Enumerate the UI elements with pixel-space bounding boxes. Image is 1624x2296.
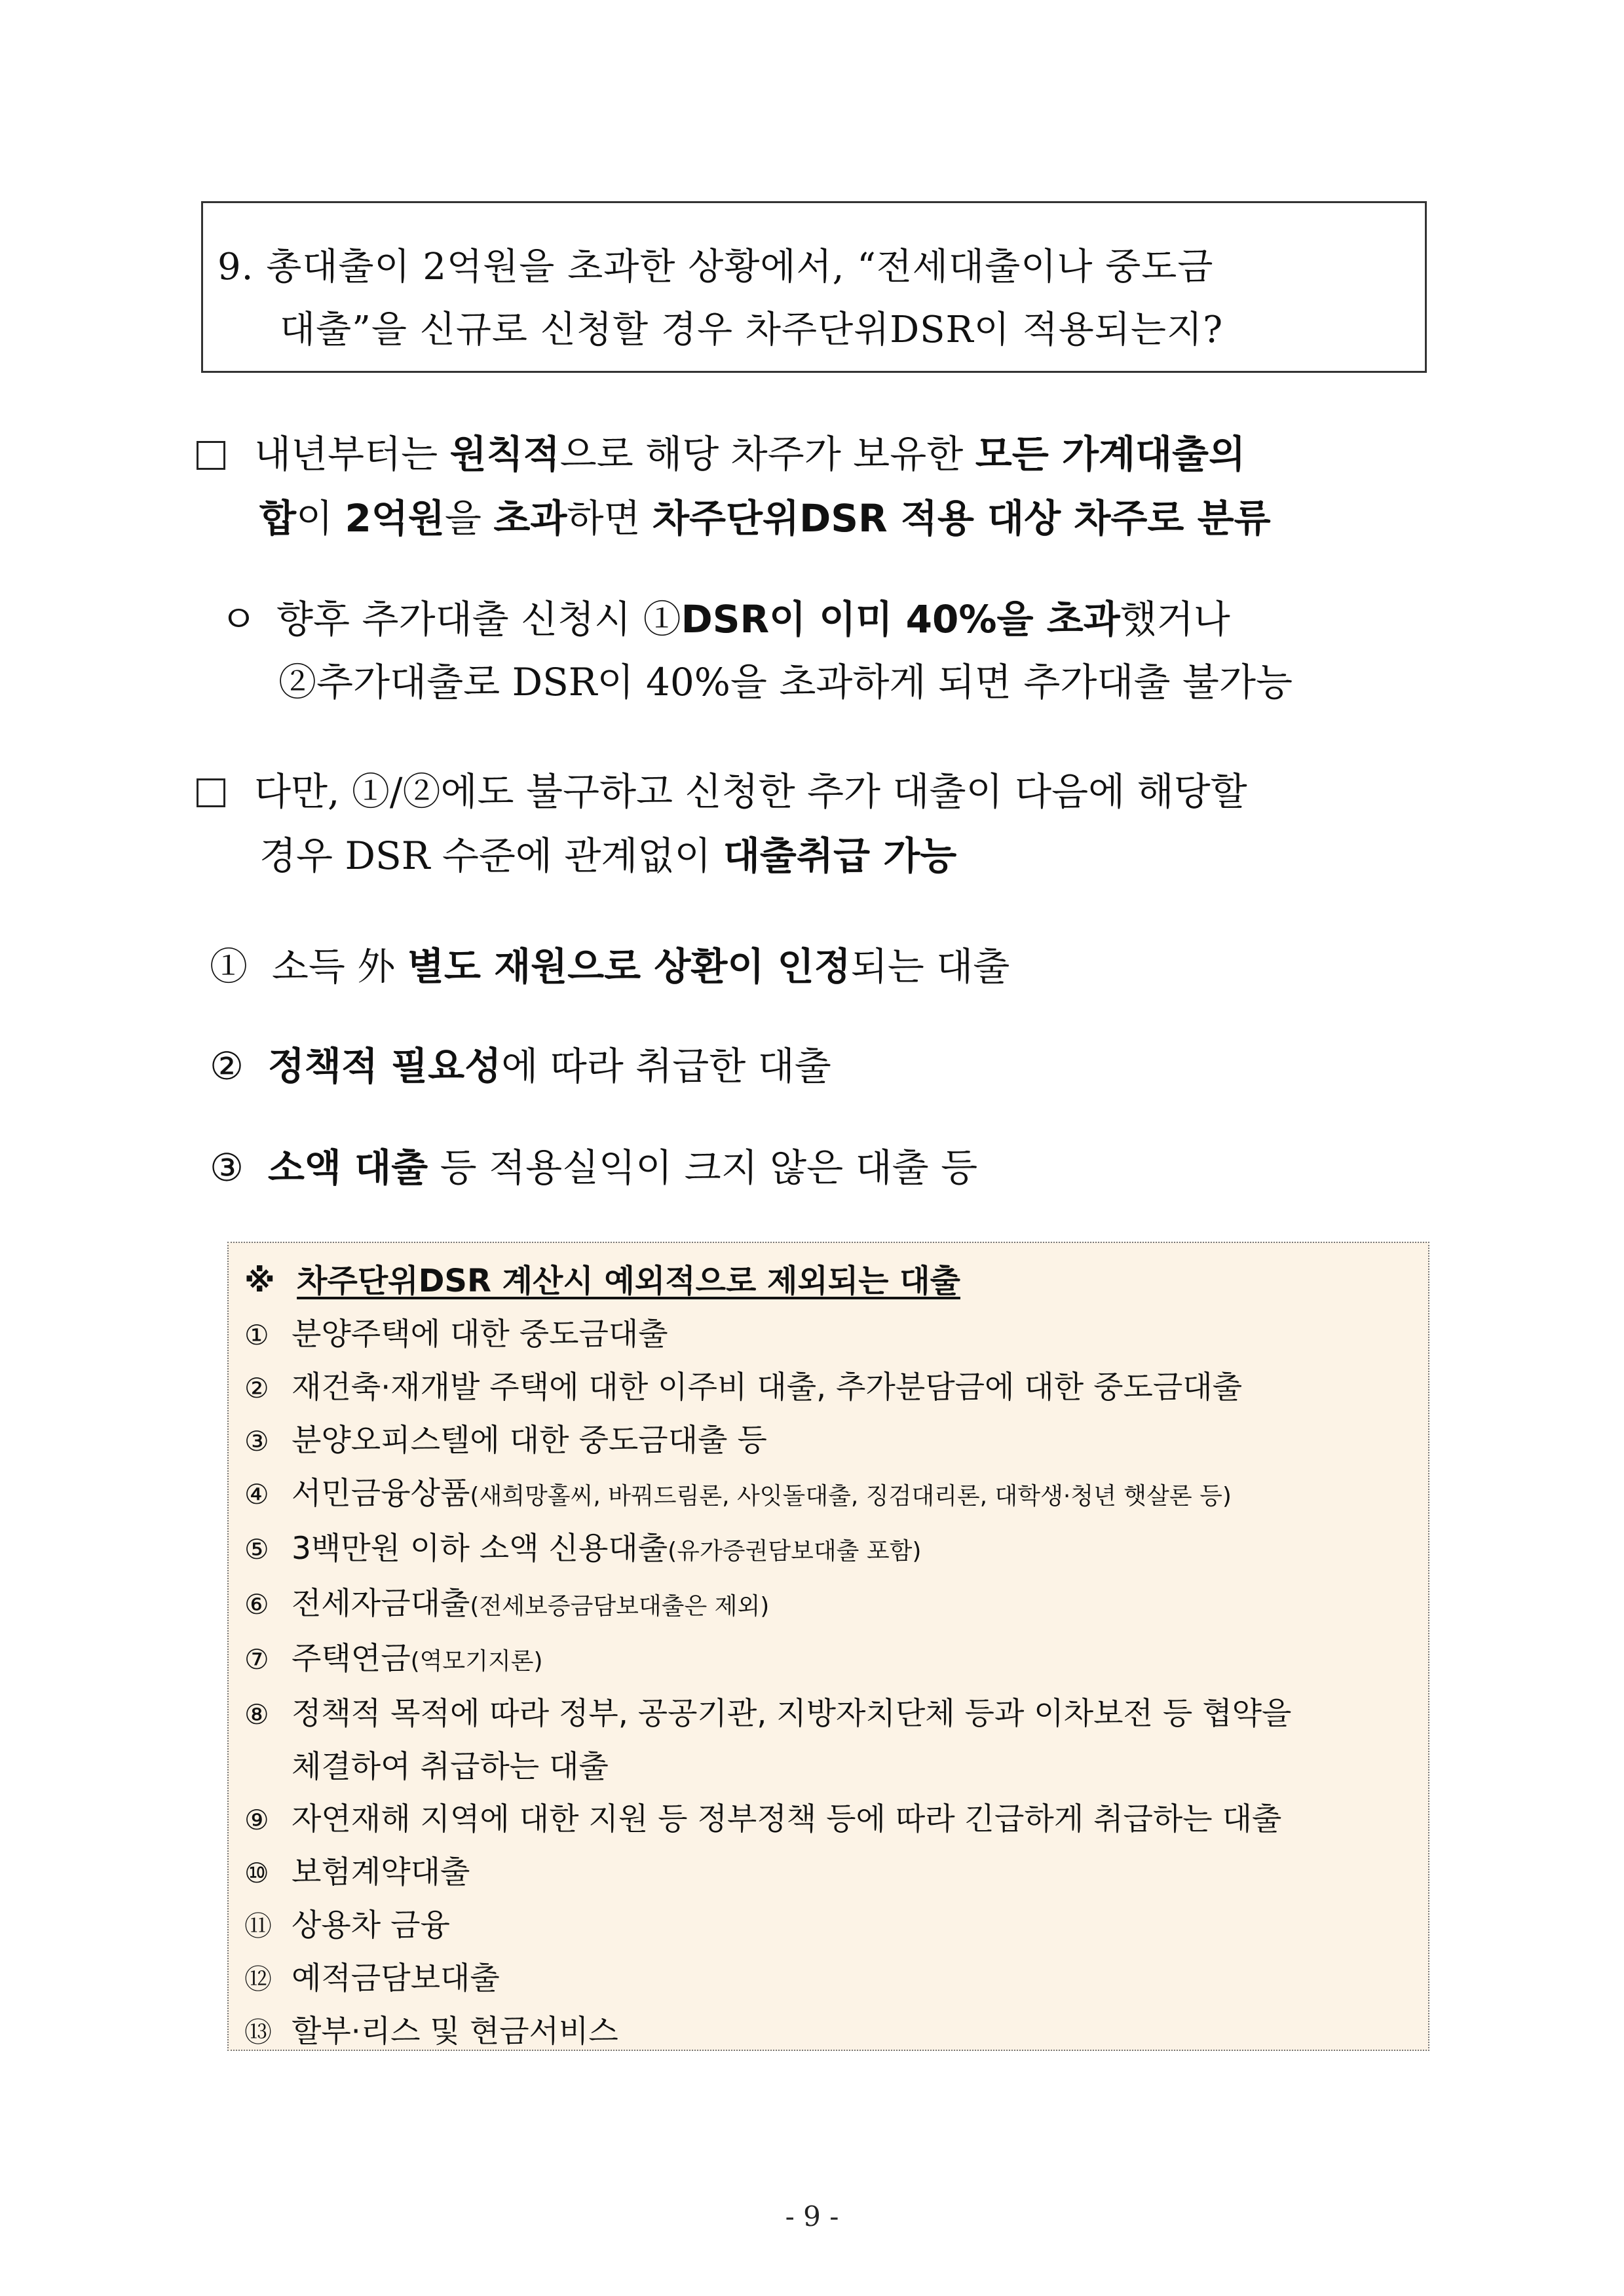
note-item: [244, 1578, 1412, 1633]
exception-item-3: [210, 1137, 977, 1192]
text: 자연재해 지역에 대한 지원 등 정부정책 등에 따라 긴급하게 취급하는 대출: [292, 1801, 1282, 1837]
item-number: ②: [210, 1044, 244, 1088]
note-item-continuation: 체결하여 취급하는 대출: [292, 1749, 609, 1785]
note-item: [244, 1688, 1412, 1741]
bullet-line-2: ②추가대출로 DSR이 40%을 초과하게 되면 추가대출 불가능: [278, 660, 1293, 704]
text: 되는 대출: [850, 944, 1010, 989]
text: 향후 추가대출 신청시 ①: [276, 597, 681, 641]
note-item: [244, 1793, 1412, 1846]
item-number: ④: [244, 1478, 269, 1510]
note-item: [244, 1523, 1412, 1578]
parenthetical: (전세보증금담보대출은 제외): [470, 1593, 770, 1620]
item-number: ⑦: [244, 1643, 269, 1675]
note-list: [244, 1309, 1412, 2059]
question-box: [201, 201, 1427, 373]
note-item: [244, 1953, 1412, 2006]
section-principle: [197, 432, 1428, 540]
text: 주택연금: [292, 1641, 411, 1677]
text: 3백만원 이하 소액 신용대출: [292, 1531, 668, 1567]
section-principle-line-2: [197, 497, 1428, 540]
text: 보험계약대출: [292, 1854, 470, 1890]
bold-text: DSR이 이미 40%을 초과: [681, 597, 1120, 641]
note-item: [244, 1900, 1412, 1953]
text: 예적금담보대출: [292, 1961, 500, 1997]
bold-text: 별도 재원으로 상환이 인정: [407, 944, 851, 989]
text: 분양주택에 대한 중도금대출: [292, 1316, 668, 1352]
item-number: ②: [244, 1372, 269, 1404]
exclusion-note-box: [227, 1242, 1429, 2051]
bold-text: 2억원: [345, 496, 445, 541]
bold-text: 대출취급 가능: [723, 833, 957, 878]
parenthetical: (유가증권담보대출 포함): [668, 1538, 922, 1565]
text: 재건축·재개발 주택에 대한 이주비 대출, 추가분담금에 대한 중도금대출: [292, 1369, 1243, 1406]
bold-text: 소액 대출: [267, 1145, 428, 1190]
item-number: ⑩: [244, 1857, 269, 1889]
text: 하면: [567, 496, 652, 541]
bold-text: 원칙적: [449, 432, 560, 476]
note-item: [244, 1309, 1412, 1362]
text: 내년부터는: [254, 432, 450, 476]
parenthetical: (새희망홀씨, 바꿔드림론, 사잇돌대출, 징검대리론, 대학생·청년 햇살론 등): [470, 1483, 1232, 1510]
bullet-line-1: [197, 598, 1428, 641]
item-number: ①: [244, 1319, 269, 1351]
text: 상용차 금융: [292, 1907, 450, 1943]
item-number: ⑨: [244, 1804, 269, 1836]
bold-text: 정책적 필요성: [267, 1044, 502, 1088]
note-item: [244, 1362, 1412, 1415]
bold-text: 합: [259, 496, 297, 541]
text: 소득 外: [271, 944, 407, 989]
item-number: ③: [244, 1425, 269, 1457]
bold-text: 차주단위DSR 적용 대상 차주로 분류: [652, 496, 1271, 541]
question-line-2: 대출”을 신규로 신청할 경우 차주단위DSR이 적용되는지?: [280, 309, 1224, 351]
parenthetical: (역모기지론): [410, 1648, 543, 1675]
page-number: - 9 -: [785, 2200, 839, 2232]
section-exception-line-1: [197, 770, 1428, 813]
note-title: [244, 1257, 1412, 1305]
item-number: ⑬: [244, 2016, 273, 2048]
note-item: [244, 1468, 1412, 1523]
item-number: ⑤: [244, 1533, 269, 1565]
text: 할부·리스 및 현금서비스: [292, 2014, 618, 2050]
section-principle-line-1: [197, 432, 1428, 476]
section-exception: [197, 770, 1428, 877]
item-number: ①: [210, 944, 248, 989]
text: 서민금융상품: [292, 1476, 470, 1512]
square-bullet-icon: [197, 441, 225, 470]
note-item: [244, 2006, 1412, 2059]
text: 했거나: [1120, 597, 1230, 641]
bold-text: 모든 가계대출의: [975, 432, 1246, 476]
note-title-text: 차주단위DSR 계산시 예외적으로 제외되는 대출: [297, 1263, 960, 1299]
text: 경우 DSR 수준에 관계없이: [259, 833, 723, 878]
item-number: ③: [210, 1145, 244, 1190]
text: 분양오피스텔에 대한 중도금대출 등: [292, 1423, 767, 1459]
note-item: [244, 1633, 1412, 1688]
note-item: [244, 1415, 1412, 1468]
item-number: ⑥: [244, 1588, 269, 1620]
question-line-1: 9. 총대출이 2억원을 초과한 상황에서, “전세대출이나 중도금: [217, 246, 1214, 288]
text: 등 적용실익이 크지 않은 대출 등: [428, 1145, 978, 1190]
reference-mark-icon: ※: [244, 1263, 275, 1299]
text: 정책적 목적에 따라 정부, 공공기관, 지방자치단체 등과 이차보전 등 협약을: [292, 1696, 1292, 1732]
section-exception-line-2: [197, 834, 1428, 877]
square-bullet-icon: [197, 778, 225, 807]
bullet-additional-loan: [197, 598, 1428, 704]
text: 을: [444, 496, 494, 541]
text: 이: [296, 496, 345, 541]
bold-text: 초과: [493, 496, 567, 541]
exception-item-2: [210, 1035, 831, 1090]
exception-item-1: [210, 936, 1010, 991]
text: 에 따라 취급한 대출: [501, 1044, 831, 1088]
circle-bullet-icon: ㅇ: [220, 597, 257, 641]
note-item: [244, 1846, 1412, 1900]
text: 으로 해당 차주가 보유한: [559, 432, 975, 476]
item-number: ⑫: [244, 1963, 273, 1995]
item-number: ⑪: [244, 1910, 273, 1942]
text: 다만, ①/②에도 불구하고 신청한 추가 대출이 다음에 해당할: [254, 769, 1247, 814]
text: 전세자금대출: [292, 1586, 470, 1622]
item-number: ⑧: [244, 1698, 269, 1731]
